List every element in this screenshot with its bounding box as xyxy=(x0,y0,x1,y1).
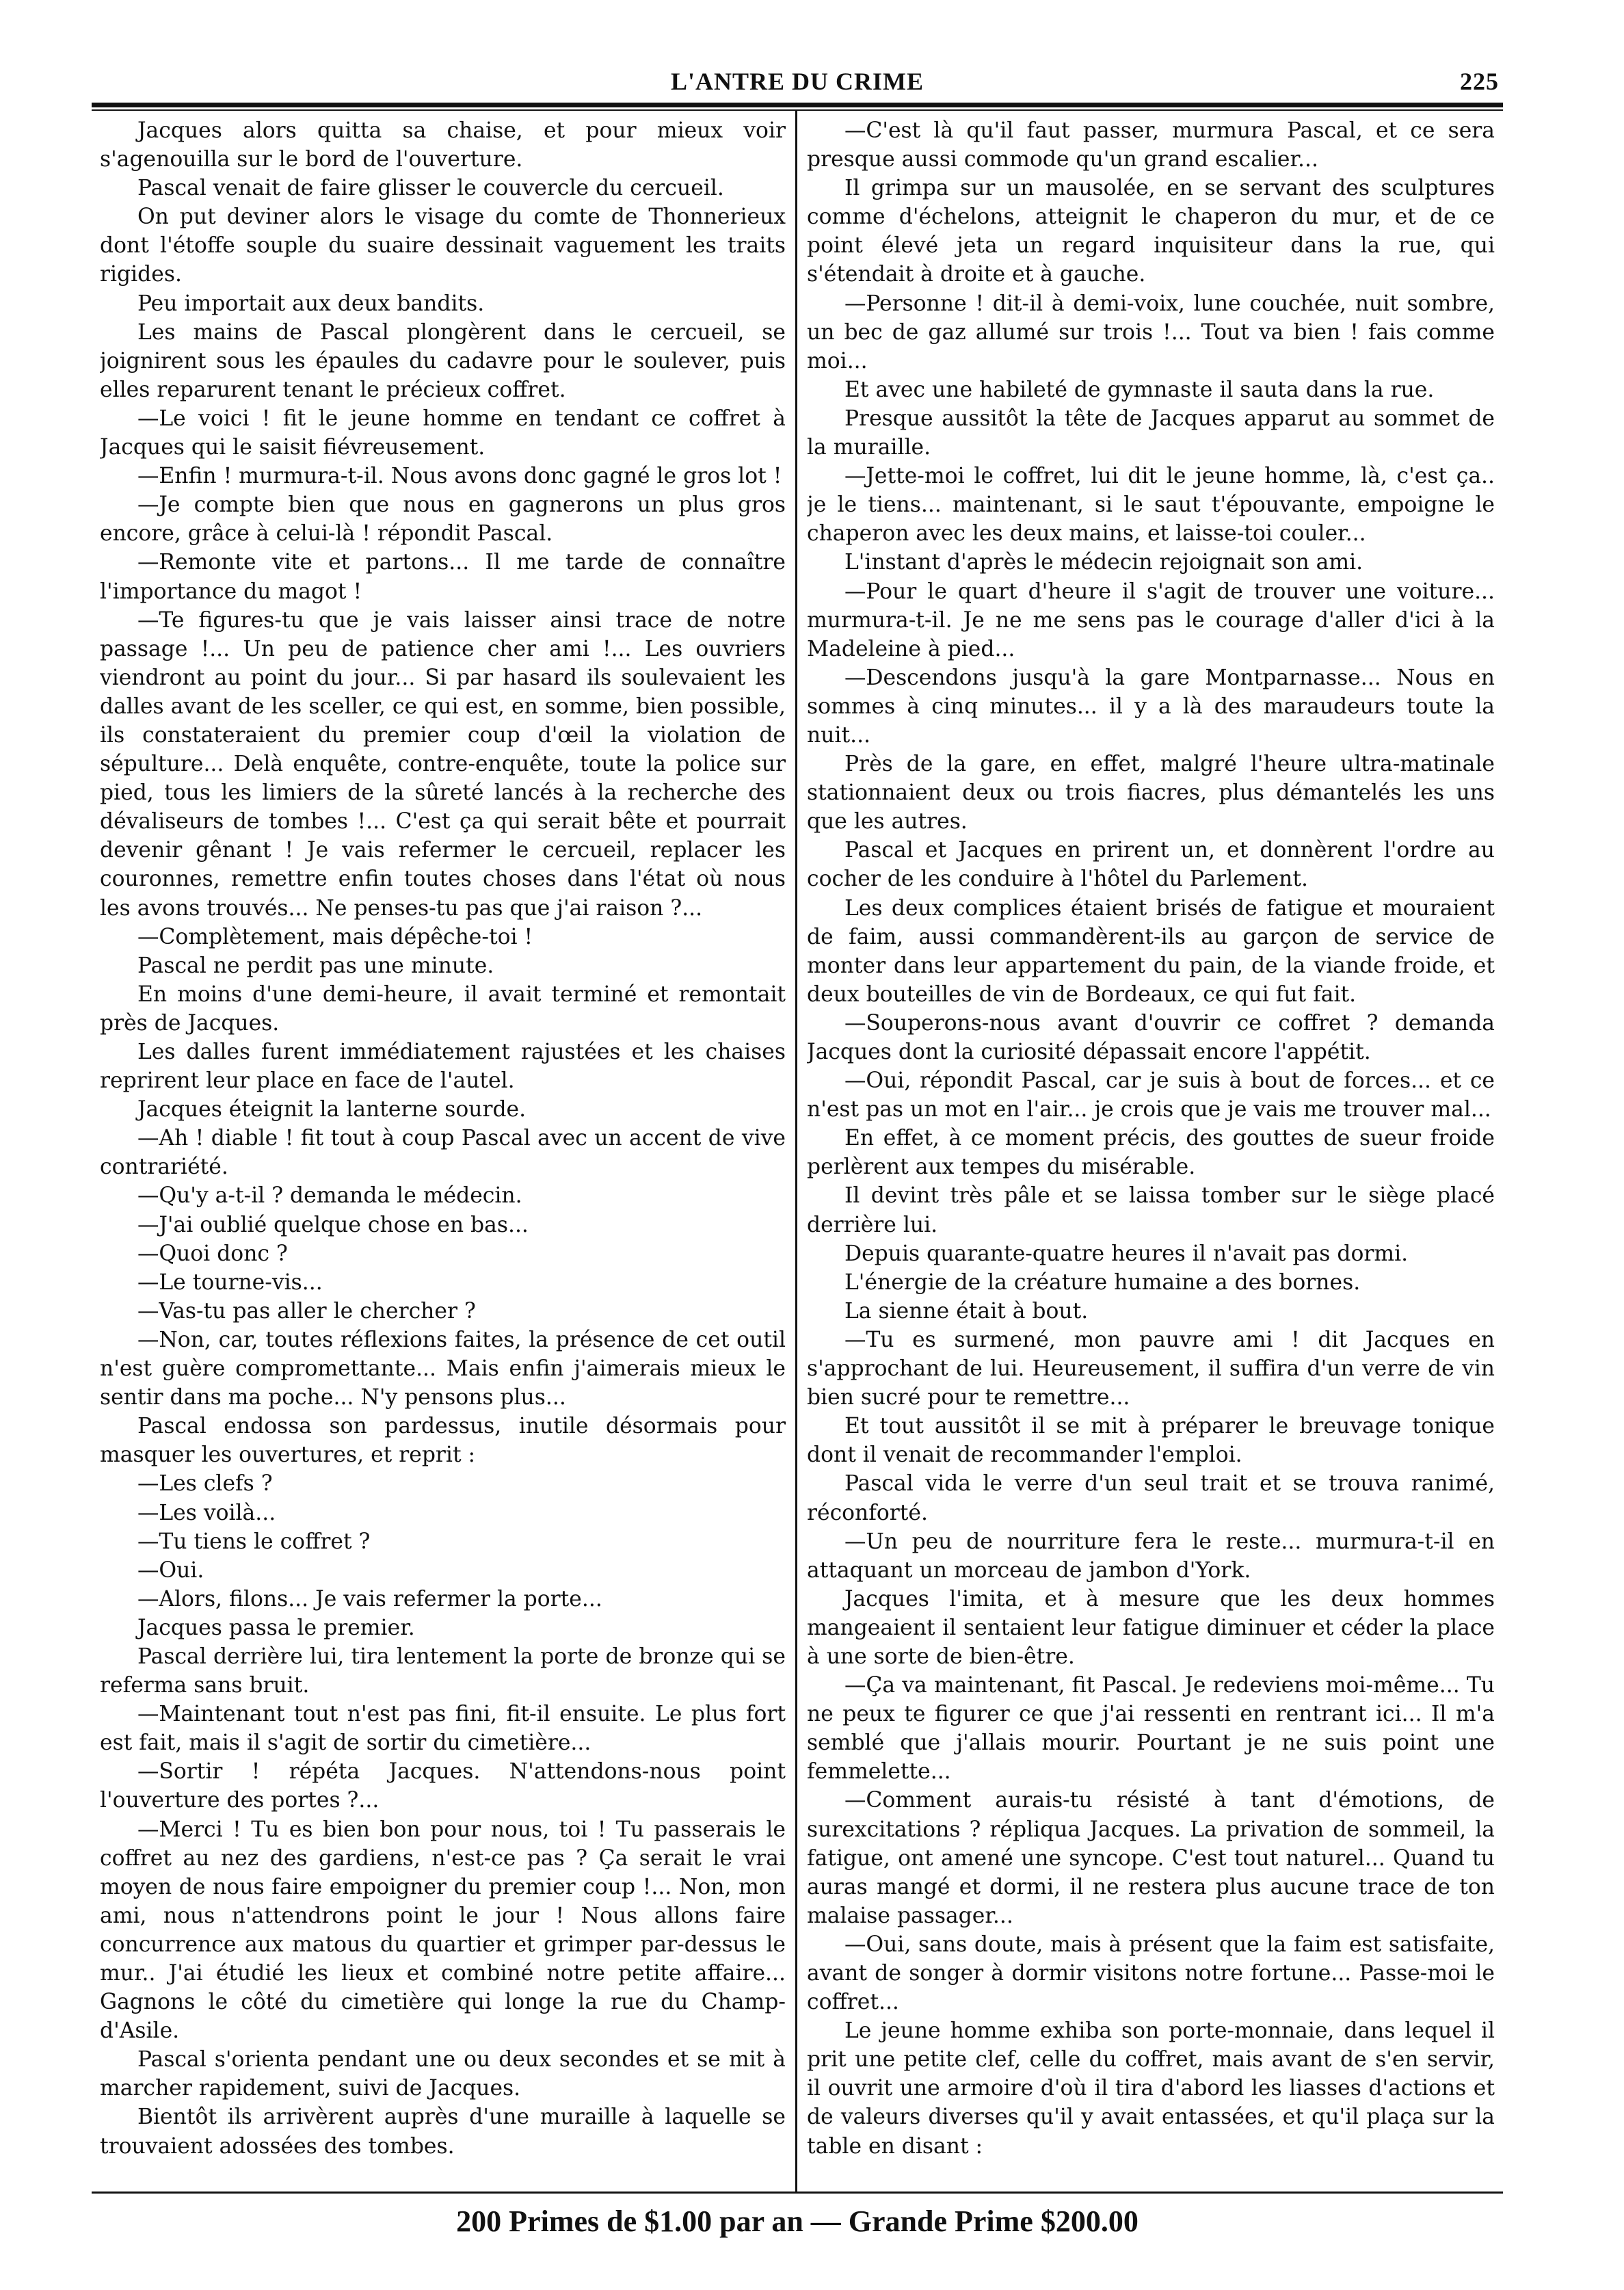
paragraph: Le jeune homme exhiba son porte-monnaie, dans lequel il prit une petite clef, celle du coffret, mais avant de s'en servir, il ouvrit une armoire d'où il tira d'abord les liasses d'actions et de valeurs diverses qu'il y avait entassées, et qu'il plaça sur la table en disant : xyxy=(807,2018,1495,2159)
paragraph: Jacques alors quitta sa chaise, et pour mieux voir s'agenouilla sur le bord de l'ouverture. xyxy=(100,118,786,172)
paragraph: La sienne était à bout. xyxy=(844,1298,1089,1324)
paragraph: Bientôt ils arrivèrent auprès d'une muraille à laquelle se trouvaient adossées des tombes. xyxy=(100,2105,786,2159)
paragraph: Il grimpa sur un mausolée, en se servant des sculptures comme d'échelons, atteignit le chaperon du mur, et de ce point élevé jeta un regard inquisiteur dans la rue, qui s'étendait à droite et à gauche. xyxy=(807,176,1495,287)
paragraph: —Sortir ! répéta Jacques. N'attendons-nous point l'ouverture des portes ?... xyxy=(100,1759,786,1813)
footer-rule xyxy=(92,2192,1503,2194)
paragraph: Pascal et Jacques en prirent un, et donnèrent l'ordre au cocher de les conduire à l'hôtel du Parlement. xyxy=(807,838,1495,892)
paragraph: Pascal s'orienta pendant une ou deux secondes et se mit à marcher rapidement, suivi de Jacques. xyxy=(100,2047,786,2101)
column-divider xyxy=(795,111,797,2192)
paragraph: —Pour le quart d'heure il s'agit de trouver une voiture... murmura-t-il. Je ne me sens pas le courage d'aller d'ici à la Madeleine à pied... xyxy=(807,579,1495,661)
paragraph: —Oui. xyxy=(137,1557,204,1583)
paragraph: Près de la gare, en effet, malgré l'heure ultra-matinale stationnaient deux ou trois fiacres, plus démantelés les uns que les autres. xyxy=(807,752,1495,834)
paragraph: En effet, à ce moment précis, des gouttes de sueur froide perlèrent aux tempes du misérable. xyxy=(807,1126,1495,1180)
paragraph: Pascal endossa son pardessus, inutile désormais pour masquer les ouvertures, et reprit : xyxy=(100,1414,786,1468)
paragraph: Les deux complices étaient brisés de fatigue et mouraient de faim, aussi commandèrent-ils au garçon de service de monter dans leur appartement du pain, de la viande froide, et deux bouteilles de vin de Bordeaux, ce qui fut fait. xyxy=(807,895,1495,1007)
paragraph: —Le tourne-vis... xyxy=(137,1269,323,1295)
paragraph: —Un peu de nourriture fera le reste... murmura-t-il en attaquant un morceau de jambon d'York. xyxy=(807,1529,1495,1583)
text-column-right xyxy=(807,116,1495,2189)
page-header xyxy=(92,63,1503,96)
paragraph: L'énergie de la créature humaine a des bornes. xyxy=(844,1269,1361,1295)
paragraph: —Te figures-tu que je vais laisser ainsi trace de notre passage !... Un peu de patience cher ami !... Les ouvriers viendront au point du jour... Si par hasard ils soulevaient les dalles avant de les sceller, ce qui est, en somme, bien possible, ils constateraient du premier coup d'œil la violation de sépulture... Delà enquête, contre-enquête, toute la police sur pied, tous les limiers de la sûreté lancés à la recherche des dévaliseurs de tombes !... C'est ça qui serait bête et pourrait devenir gênant ! Je vais refermer le cercueil, replacer les couronnes, remettre enfin toutes choses dans l'état où nous les avons trouvés... Ne penses-tu pas que j'ai raison ?... xyxy=(100,607,786,921)
paragraph: —Personne ! dit-il à demi-voix, lune couchée, nuit sombre, un bec de gaz allumé sur trois !... Tout va bien ! fais comme moi... xyxy=(807,291,1495,373)
paragraph: En moins d'une demi-heure, il avait terminé et remontait près de Jacques. xyxy=(100,982,786,1036)
paragraph: —Non, car, toutes réflexions faites, la présence de cet outil n'est guère compromettante... Mais enfin j'aimerais mieux le sentir dans ma poche... N'y pensons plus... xyxy=(100,1327,786,1410)
paragraph: Peu importait aux deux bandits. xyxy=(137,291,485,316)
paragraph: —Souperons-nous avant d'ouvrir ce coffret ? demanda Jacques dont la curiosité dépassait encore l'appétit. xyxy=(807,1010,1495,1064)
paragraph: —Remonte vite et partons... Il me tarde de connaître l'importance du magot ! xyxy=(100,550,786,604)
paragraph: —Tu es surmené, mon pauvre ami ! dit Jacques en s'approchant de lui. Heureusement, il suffira d'un verre de vin bien sucré pour te remettre... xyxy=(807,1327,1495,1410)
paragraph: Pascal ne perdit pas une minute. xyxy=(137,953,494,978)
paragraph: —Tu tiens le coffret ? xyxy=(137,1529,371,1554)
paragraph: —Maintenant tout n'est pas fini, fit-il ensuite. Le plus fort est fait, mais il s'agit de sortir du cimetière... xyxy=(100,1702,786,1756)
text-column-left xyxy=(100,116,786,2189)
paragraph: —Jette-moi le coffret, lui dit le jeune homme, là, c'est ça.. je le tiens... maintenant, si le saut t'épouvante, empoigne le chaperon avec les deux mains, et laisse-toi couler... xyxy=(807,464,1495,547)
footer-tagline: 200 Primes de $1.00 par an — Grande Prime $200.00 xyxy=(456,2205,1139,2238)
paragraph: Presque aussitôt la tête de Jacques apparut au sommet de la muraille. xyxy=(807,406,1495,460)
paragraph: —C'est là qu'il faut passer, murmura Pascal, et ce sera presque aussi commode qu'un grand escalier... xyxy=(807,118,1495,172)
paragraph: L'instant d'après le médecin rejoignait son ami. xyxy=(844,550,1363,575)
paragraph: Pascal venait de faire glisser le couvercle du cercueil. xyxy=(137,176,724,201)
paragraph: —Les voilà... xyxy=(137,1500,276,1525)
paragraph: Les dalles furent immédiatement rajustées et les chaises reprirent leur place en face de l'autel. xyxy=(100,1040,786,1094)
paragraph: Pascal derrière lui, tira lentement la porte de bronze qui se referma sans bruit. xyxy=(100,1644,786,1698)
paragraph: —Quoi donc ? xyxy=(137,1241,288,1266)
paragraph: —Le voici ! fit le jeune homme en tendant ce coffret à Jacques qui le saisit fiévreusement. xyxy=(100,406,786,460)
header-rule-thick xyxy=(92,103,1503,107)
page-number: 225 xyxy=(1460,68,1499,95)
paragraph: Jacques l'imita, et à mesure que les deux hommes mangeaient il sentaient leur fatigue diminuer et céder la place à une sorte de bien-être. xyxy=(807,1586,1495,1669)
paragraph: —Qu'y a-t-il ? demanda le médecin. xyxy=(137,1183,522,1209)
running-title: L'ANTRE DU CRIME xyxy=(670,68,924,95)
paragraph: —Ça va maintenant, fit Pascal. Je redeviens moi-même... Tu ne peux te figurer ce que j'ai ressenti en rentrant ici... Il m'a semblé que j'allais mourir. Pourtant je ne suis point une femmelette... xyxy=(807,1673,1495,1785)
paragraph: Pascal vida le verre d'un seul trait et se trouva ranimé, réconforté. xyxy=(807,1471,1495,1525)
paragraph: —Alors, filons... Je vais refermer la porte... xyxy=(137,1586,602,1611)
paragraph: —Complètement, mais dépêche-toi ! xyxy=(137,924,533,949)
paragraph: —Oui, sans doute, mais à présent que la faim est satisfaite, avant de songer à dormir visitons notre fortune... Passe-moi le coffret... xyxy=(807,1932,1495,2015)
paragraph: —Je compte bien que nous en gagnerons un plus gros encore, grâce à celui-là ! répondit Pascal. xyxy=(100,492,786,547)
paragraph: —Merci ! Tu es bien bon pour nous, toi ! Tu passerais le coffret au nez des gardiens, n'est-ce pas ? Ça serait le vrai moyen de nous faire empoigner du premier coup !... Non, mon ami, nous n'attendrons point le jour ! Nous allons faire concurrence aux matous du quartier et grimper par-dessus le mur.. J'ai étudié les lieux et combiné notre petite affaire... Gagnons le côté du cimetière qui longe la rue du Champ-d'Asile. xyxy=(100,1817,786,2044)
paragraph: —Vas-tu pas aller le chercher ? xyxy=(137,1298,476,1324)
paragraph: —Ah ! diable ! fit tout à coup Pascal avec un accent de vive contrariété. xyxy=(100,1126,786,1180)
paragraph: On put deviner alors le visage du comte de Thonnerieux dont l'étoffe souple du suaire dessinait vaguement les traits rigides. xyxy=(100,205,786,287)
paragraph: Jacques éteignit la lanterne sourde. xyxy=(137,1097,527,1122)
paragraph: Et tout aussitôt il se mit à préparer le breuvage tonique dont il venait de recommander l'emploi. xyxy=(807,1414,1495,1468)
paragraph: —Les clefs ? xyxy=(137,1471,273,1497)
paragraph: Jacques passa le premier. xyxy=(137,1615,415,1640)
paragraph: —J'ai oublié quelque chose en bas... xyxy=(137,1212,529,1237)
paragraph: Et avec une habileté de gymnaste il sauta dans la rue. xyxy=(844,377,1435,402)
paragraph: —Enfin ! murmura-t-il. Nous avons donc gagné le gros lot ! xyxy=(137,464,782,489)
paragraph: Depuis quarante-quatre heures il n'avait pas dormi. xyxy=(844,1241,1409,1266)
header-rule-thin xyxy=(92,109,1503,111)
paragraph: —Comment aurais-tu résisté à tant d'émotions, de surexcitations ? répliqua Jacques. La privation de sommeil, la fatigue, ont amené une syncope. C'est tout naturel... Quand tu auras mangé et dormi, il ne restera plus aucune trace de ton malaise passager... xyxy=(807,1788,1495,1928)
paragraph: Il devint très pâle et se laissa tomber sur le siège placé derrière lui. xyxy=(807,1183,1495,1237)
paragraph: —Descendons jusqu'à la gare Montparnasse... Nous en sommes à cinq minutes... il y a là des maraudeurs toute la nuit... xyxy=(807,665,1495,748)
paragraph: —Oui, répondit Pascal, car je suis à bout de forces... et ce n'est pas un mot en l'air... je crois que je vais me trouver mal... xyxy=(807,1068,1495,1122)
paragraph: Les mains de Pascal plongèrent dans le cercueil, se joignirent sous les épaules du cadavre pour le soulever, puis elles reparurent tenant le précieux coffret. xyxy=(100,319,786,402)
